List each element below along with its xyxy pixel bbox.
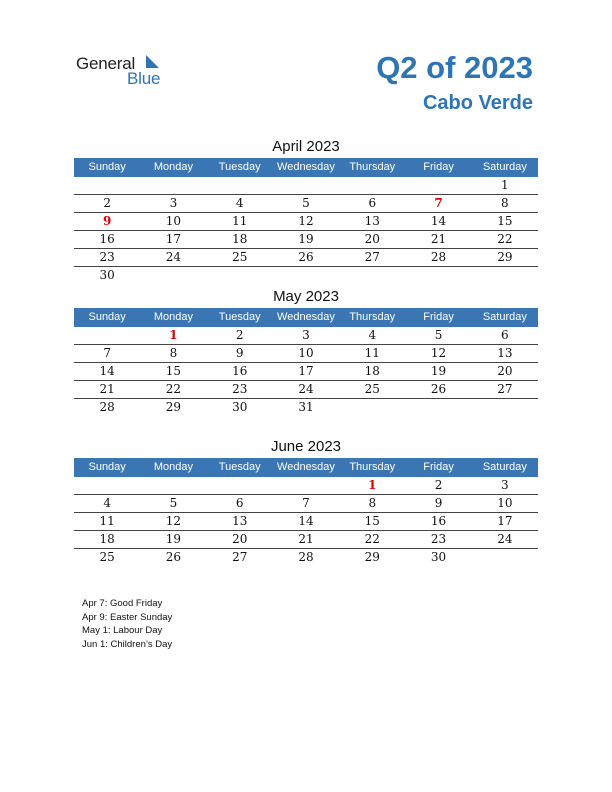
day-cell: 6 bbox=[368, 196, 377, 210]
empty-day-cell bbox=[339, 267, 405, 284]
day-cell: 3 bbox=[302, 328, 310, 342]
day-cell: 8 bbox=[169, 346, 178, 360]
country-name: Cabo Verde bbox=[422, 92, 533, 114]
week-row bbox=[74, 327, 538, 345]
day-cell: 1 bbox=[501, 178, 509, 192]
empty-day-cell bbox=[273, 267, 339, 284]
empty-day-cell bbox=[273, 477, 339, 494]
day-cell: 8 bbox=[368, 496, 377, 510]
day-cell: 4 bbox=[235, 196, 244, 210]
day-cell: 22 bbox=[165, 382, 182, 396]
day-cell: 30 bbox=[430, 550, 447, 564]
day-cell: 26 bbox=[298, 250, 314, 264]
weekday-header: Sunday bbox=[88, 311, 126, 323]
weekday-header: Monday bbox=[153, 161, 193, 173]
day-cell: 19 bbox=[298, 232, 314, 246]
weekday-header: Friday bbox=[423, 161, 454, 173]
week-row bbox=[74, 399, 538, 416]
weekday-header: Sunday bbox=[88, 461, 126, 473]
weekday-header: Tuesday bbox=[218, 311, 261, 323]
day-cell: 5 bbox=[302, 196, 310, 210]
weekday-header: Wednesday bbox=[277, 311, 335, 323]
day-cell: 28 bbox=[430, 250, 447, 264]
month-may bbox=[74, 286, 538, 416]
week-row bbox=[74, 213, 538, 231]
day-cell: 23 bbox=[430, 532, 447, 546]
day-cell: 7 bbox=[434, 196, 443, 210]
day-cell: 6 bbox=[501, 328, 509, 342]
day-cell: 8 bbox=[501, 196, 509, 210]
day-cell: 14 bbox=[99, 364, 115, 378]
weekday-header: Saturday bbox=[482, 161, 527, 173]
empty-day-cell bbox=[405, 399, 471, 416]
weekday-header: Wednesday bbox=[277, 461, 335, 473]
month-april bbox=[74, 136, 538, 284]
day-cell: 1 bbox=[368, 478, 377, 492]
day-cell: 16 bbox=[99, 232, 115, 246]
day-cell: 21 bbox=[99, 382, 115, 396]
day-cell: 13 bbox=[497, 346, 513, 360]
day-cell: 7 bbox=[103, 346, 111, 360]
logo-triangle-icon bbox=[144, 54, 160, 70]
page-title: Q2 of 2023 bbox=[376, 50, 533, 85]
day-cell: 9 bbox=[102, 214, 112, 228]
weekday-header-row bbox=[74, 158, 538, 177]
day-cell: 24 bbox=[497, 532, 513, 546]
day-cell: 29 bbox=[497, 250, 513, 264]
empty-day-cell bbox=[140, 177, 206, 194]
day-cell: 17 bbox=[298, 364, 314, 378]
day-cell: 19 bbox=[430, 364, 447, 378]
week-row bbox=[74, 345, 538, 363]
weekday-header: Monday bbox=[153, 461, 193, 473]
week-row bbox=[74, 531, 538, 549]
day-cell: 25 bbox=[364, 382, 380, 396]
day-cell: 28 bbox=[99, 400, 115, 414]
day-cell: 7 bbox=[302, 496, 310, 510]
day-cell: 26 bbox=[430, 382, 447, 396]
empty-day-cell bbox=[207, 177, 273, 194]
month-title: May 2023 bbox=[273, 288, 339, 305]
day-cell: 28 bbox=[298, 550, 314, 564]
empty-day-cell bbox=[140, 267, 206, 284]
day-cell: 22 bbox=[364, 532, 380, 546]
day-cell: 15 bbox=[364, 514, 380, 528]
weekday-header-row bbox=[74, 458, 538, 477]
empty-day-cell bbox=[339, 177, 405, 194]
empty-day-cell bbox=[472, 267, 538, 284]
day-cell: 3 bbox=[501, 478, 509, 492]
holiday-item: Apr 9: Easter Sunday bbox=[82, 611, 173, 623]
empty-day-cell bbox=[74, 327, 140, 344]
day-cell: 12 bbox=[430, 346, 447, 360]
day-cell: 14 bbox=[430, 214, 447, 228]
day-cell: 20 bbox=[497, 364, 513, 378]
day-cell: 9 bbox=[235, 346, 244, 360]
empty-day-cell bbox=[472, 399, 538, 416]
empty-day-cell bbox=[405, 177, 471, 194]
day-cell: 21 bbox=[298, 532, 314, 546]
day-cell: 17 bbox=[165, 232, 182, 246]
day-cell: 27 bbox=[232, 550, 248, 564]
week-row bbox=[74, 177, 538, 195]
week-row bbox=[74, 495, 538, 513]
month-june bbox=[74, 436, 538, 566]
weekday-header: Tuesday bbox=[218, 161, 261, 173]
day-cell: 23 bbox=[99, 250, 115, 264]
day-cell: 18 bbox=[99, 532, 115, 546]
weekday-header: Tuesday bbox=[218, 461, 261, 473]
day-cell: 10 bbox=[497, 496, 513, 510]
day-cell: 16 bbox=[430, 514, 447, 528]
day-cell: 13 bbox=[232, 514, 248, 528]
day-cell: 12 bbox=[165, 514, 182, 528]
day-cell: 11 bbox=[232, 214, 248, 228]
day-cell: 25 bbox=[99, 550, 115, 564]
month-title: April 2023 bbox=[272, 138, 340, 155]
weekday-header: Wednesday bbox=[277, 161, 335, 173]
day-cell: 30 bbox=[232, 400, 248, 414]
empty-day-cell bbox=[140, 477, 206, 494]
week-row bbox=[74, 513, 538, 531]
day-cell: 11 bbox=[99, 514, 115, 528]
day-cell: 20 bbox=[232, 532, 248, 546]
day-cell: 18 bbox=[232, 232, 248, 246]
week-row bbox=[74, 249, 538, 267]
logo-blue-text: Blue bbox=[127, 69, 161, 88]
day-cell: 19 bbox=[165, 532, 182, 546]
day-cell: 12 bbox=[298, 214, 314, 228]
day-cell: 21 bbox=[430, 232, 447, 246]
day-cell: 25 bbox=[232, 250, 248, 264]
day-cell: 6 bbox=[235, 496, 244, 510]
week-row bbox=[74, 231, 538, 249]
day-cell: 10 bbox=[298, 346, 314, 360]
empty-day-cell bbox=[339, 399, 405, 416]
week-row bbox=[74, 549, 538, 566]
day-cell: 9 bbox=[434, 496, 443, 510]
day-cell: 2 bbox=[235, 328, 244, 342]
day-cell: 20 bbox=[364, 232, 380, 246]
day-cell: 17 bbox=[497, 514, 513, 528]
week-row bbox=[74, 195, 538, 213]
weekday-header: Thursday bbox=[349, 461, 396, 473]
day-cell: 3 bbox=[169, 196, 178, 210]
week-row bbox=[74, 477, 538, 495]
weekday-header: Saturday bbox=[482, 311, 527, 323]
holiday-list bbox=[82, 597, 172, 651]
holiday-item: Apr 7: Good Friday bbox=[82, 598, 163, 609]
day-cell: 23 bbox=[232, 382, 248, 396]
day-cell: 15 bbox=[165, 364, 182, 378]
day-cell: 27 bbox=[497, 382, 513, 396]
general-blue-logo bbox=[76, 54, 176, 90]
day-cell: 13 bbox=[364, 214, 380, 228]
empty-day-cell bbox=[74, 177, 140, 194]
day-cell: 22 bbox=[497, 232, 513, 246]
week-row bbox=[74, 363, 538, 381]
day-cell: 5 bbox=[434, 328, 443, 342]
day-cell: 11 bbox=[364, 346, 380, 360]
empty-day-cell bbox=[472, 549, 538, 566]
week-row bbox=[74, 267, 538, 284]
weekday-header: Friday bbox=[423, 461, 454, 473]
holiday-item: May 1: Labour Day bbox=[82, 625, 163, 636]
day-cell: 18 bbox=[364, 364, 380, 378]
day-cell: 15 bbox=[497, 214, 513, 228]
day-cell: 26 bbox=[165, 550, 182, 564]
weekday-header: Sunday bbox=[88, 161, 126, 173]
weekday-header: Friday bbox=[423, 311, 454, 323]
month-title: June 2023 bbox=[270, 438, 342, 455]
day-cell: 29 bbox=[364, 550, 380, 564]
empty-day-cell bbox=[207, 477, 273, 494]
empty-day-cell bbox=[273, 177, 339, 194]
weekday-header: Thursday bbox=[349, 311, 396, 323]
day-cell: 31 bbox=[298, 400, 314, 414]
day-cell: 14 bbox=[298, 514, 314, 528]
logo-general-text: General bbox=[76, 54, 136, 73]
empty-day-cell bbox=[74, 477, 140, 494]
weekday-header: Saturday bbox=[482, 461, 527, 473]
day-cell: 10 bbox=[165, 214, 182, 228]
day-cell: 24 bbox=[165, 250, 182, 264]
day-cell: 4 bbox=[368, 328, 377, 342]
day-cell: 1 bbox=[169, 328, 178, 342]
weekday-header: Thursday bbox=[349, 161, 396, 173]
week-row bbox=[74, 381, 538, 399]
holiday-item: Jun 1: Children’s Day bbox=[82, 638, 173, 650]
empty-day-cell bbox=[207, 267, 273, 284]
day-cell: 30 bbox=[99, 268, 115, 282]
weekday-header-row bbox=[74, 308, 538, 327]
day-cell: 29 bbox=[165, 400, 182, 414]
day-cell: 2 bbox=[434, 478, 443, 492]
weekday-header: Monday bbox=[153, 311, 193, 323]
day-cell: 27 bbox=[364, 250, 380, 264]
day-cell: 16 bbox=[232, 364, 248, 378]
day-cell: 2 bbox=[103, 196, 111, 210]
empty-day-cell bbox=[405, 267, 471, 284]
day-cell: 5 bbox=[169, 496, 178, 510]
day-cell: 4 bbox=[103, 496, 111, 510]
day-cell: 24 bbox=[298, 382, 314, 396]
